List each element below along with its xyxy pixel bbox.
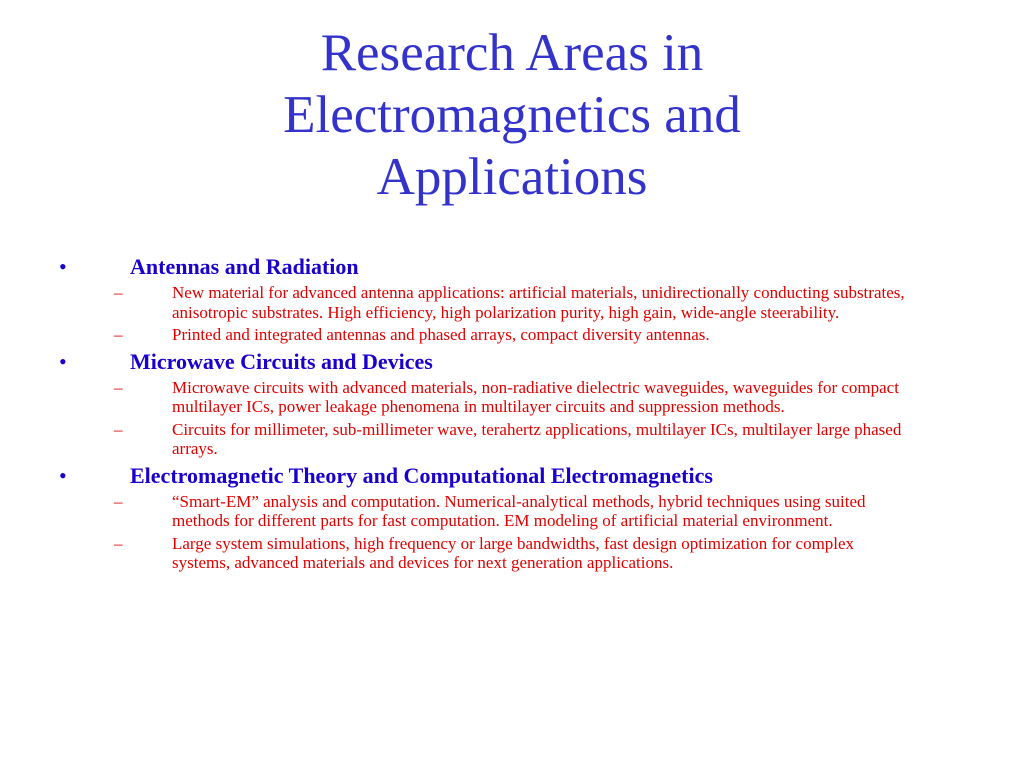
section-heading-microwave [0,349,1024,375]
bullet-marker: • [59,462,67,488]
section-heading-em-theory [0,463,1024,489]
title-line-2: Electromagnetics and [283,86,741,144]
sub-item [0,283,912,322]
sub-item [0,325,912,345]
dash-marker: – [114,491,123,511]
sub-item [0,420,912,459]
sub-item-text: “Smart-EM” analysis and computation. Numerical-analytical methods, hybrid techniques using suited methods for different parts for fast computation. EM modeling of artificial material environment. [172,491,866,530]
dash-marker: – [114,419,123,439]
sub-item [0,378,912,417]
dash-marker: – [114,325,123,344]
slide-title [0,22,1024,208]
section-heading-text: Electromagnetic Theory and Computational Electromagnetics [130,462,713,488]
title-line-1: Research Areas in [320,24,704,82]
section-heading-text: Microwave Circuits and Devices [130,348,433,374]
sub-item-text: Printed and integrated antennas and phased arrays, compact diversity antennas. [172,325,710,344]
dash-marker: – [114,283,123,302]
section-heading-antennas [0,254,1024,280]
dash-marker: – [114,377,123,397]
sub-item-text: New material for advanced antenna applications: artificial materials, unidirectionally conducting substrates, anisotropic substrates. High efficiency, high polarization purity, high gain, wide-angle steerability. [172,283,905,322]
bullet-marker: • [59,348,67,374]
bullet-marker: • [59,254,67,279]
sub-item-text: Circuits for millimeter, sub-millimeter wave, terahertz applications, multilayer ICs, multilayer large phased arrays. [172,419,902,458]
sub-item [0,534,912,573]
sub-item-text: Microwave circuits with advanced materials, non-radiative dielectric waveguides, waveguides for compact multilayer ICs, power leakage phenomena in multilayer circuits and suppression methods. [172,377,899,416]
section-heading-text: Antennas and Radiation [130,254,359,279]
sub-item-text: Large system simulations, high frequency or large bandwidths, fast design optimization for complex systems, advanced materials and devices for next generation applications. [172,533,855,572]
dash-marker: – [114,533,123,553]
sub-item [0,492,912,531]
title-line-3: Applications [376,148,648,206]
bullet-list [0,250,1024,573]
